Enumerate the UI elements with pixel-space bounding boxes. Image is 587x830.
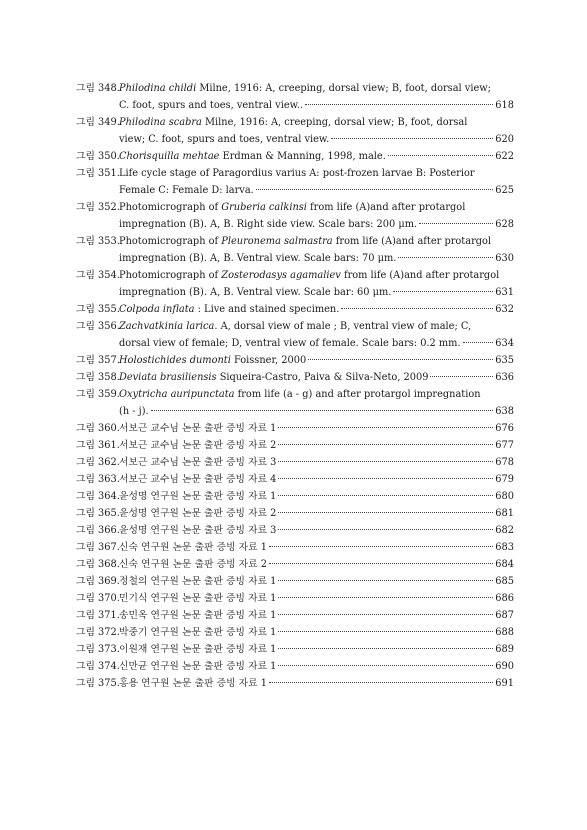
figure-caption bbox=[119, 556, 267, 573]
species-name: Deviata brasiliensis bbox=[119, 372, 217, 383]
entry-continuation-line bbox=[76, 131, 514, 148]
entry-first-line bbox=[76, 386, 514, 403]
page-number: 625 bbox=[495, 185, 514, 196]
figure-number: 그림 367. bbox=[76, 542, 120, 553]
figure-list-entry[interactable] bbox=[76, 114, 514, 148]
figure-caption bbox=[119, 590, 276, 607]
page-number: 681 bbox=[495, 508, 514, 519]
figure-caption bbox=[119, 624, 276, 641]
figure-number: 그림 355. bbox=[76, 304, 120, 315]
figure-number: 그림 364. bbox=[76, 491, 120, 502]
page-number: 687 bbox=[495, 610, 514, 621]
figure-list-entry[interactable] bbox=[76, 488, 514, 505]
caption-text: Siqueira-Castro, Paiva & Silva-Neto, 2009 bbox=[216, 372, 429, 383]
dot-leader bbox=[419, 223, 493, 224]
species-name: Holostichides dumonti bbox=[119, 355, 231, 366]
species-name: Philodina childi bbox=[119, 83, 197, 94]
figure-number: 그림 351. bbox=[76, 168, 120, 179]
entry-first-line bbox=[76, 522, 514, 539]
figure-caption bbox=[119, 148, 386, 165]
figure-number: 그림 374. bbox=[76, 661, 120, 672]
figure-caption bbox=[119, 471, 276, 488]
entry-first-line bbox=[76, 505, 514, 522]
figure-list-entry[interactable] bbox=[76, 369, 514, 386]
figure-caption bbox=[119, 369, 428, 386]
figure-number: 그림 370. bbox=[76, 593, 120, 604]
species-name: Philodina scabra bbox=[119, 117, 202, 128]
caption-text: 윤성명 연구원 논문 출판 증빙 자료 3 bbox=[119, 525, 277, 536]
figure-list-entry[interactable] bbox=[76, 267, 514, 301]
figure-caption bbox=[119, 454, 276, 471]
dot-leader bbox=[341, 308, 493, 309]
page-number: 677 bbox=[495, 440, 514, 451]
caption-text: C. foot, spurs and toes, ventral view.. bbox=[119, 100, 304, 111]
entry-first-line bbox=[76, 454, 514, 471]
caption-text: impregnation (B). A, B. Right side view. Scale bars: 200 μm. bbox=[119, 219, 418, 230]
caption-text: Erdman & Manning, 1998, male. bbox=[219, 151, 386, 162]
figure-caption bbox=[119, 97, 303, 114]
entry-continuation-line bbox=[76, 284, 514, 301]
page-number: 678 bbox=[495, 457, 514, 468]
entry-continuation-line bbox=[76, 182, 514, 199]
figure-caption bbox=[119, 114, 467, 131]
figure-caption bbox=[119, 301, 339, 318]
figure-number: 그림 363. bbox=[76, 474, 120, 485]
species-name: Oxytricha auripunctata bbox=[119, 389, 235, 400]
figure-caption bbox=[119, 182, 254, 199]
figure-caption bbox=[119, 675, 267, 692]
caption-text: 신만균 연구원 논문 출판 증빙 자료 1 bbox=[119, 661, 277, 672]
species-name: Gruberia calkinsi bbox=[221, 202, 307, 213]
figure-caption bbox=[119, 658, 276, 675]
figure-caption bbox=[119, 284, 391, 301]
caption-text: Photomicrograph of bbox=[119, 270, 222, 281]
dot-leader bbox=[278, 495, 493, 496]
figure-list-entry[interactable] bbox=[76, 573, 514, 590]
entry-first-line bbox=[76, 369, 514, 386]
dot-leader bbox=[269, 546, 493, 547]
figure-number: 그림 365. bbox=[76, 508, 120, 519]
page-number: 683 bbox=[495, 542, 514, 553]
page-number: 620 bbox=[495, 134, 514, 145]
figure-number: 그림 361. bbox=[76, 440, 120, 451]
dot-leader bbox=[278, 444, 493, 445]
figure-list-entry[interactable] bbox=[76, 675, 514, 692]
figure-list bbox=[76, 80, 514, 692]
caption-text: from life (A)and after protargol bbox=[340, 270, 500, 281]
caption-text: impregnation (B). A, B. Ventral view. Scale bars: 70 μm. bbox=[119, 253, 397, 264]
page-number: 632 bbox=[495, 304, 514, 315]
caption-text: 윤성명 연구원 논문 출판 증빙 자료 1 bbox=[119, 491, 277, 502]
figure-list-entry[interactable] bbox=[76, 522, 514, 539]
dot-leader bbox=[278, 478, 493, 479]
species-name: Zachvatkinia larica bbox=[119, 321, 215, 332]
figure-list-entry[interactable] bbox=[76, 539, 514, 556]
figure-caption bbox=[119, 131, 329, 148]
entry-continuation-line bbox=[76, 403, 514, 420]
caption-text: 송민옥 연구원 논문 출판 증빙 자료 1 bbox=[119, 610, 277, 621]
dot-leader bbox=[278, 665, 493, 666]
entry-continuation-line bbox=[76, 335, 514, 352]
dot-leader bbox=[278, 580, 493, 581]
dot-leader bbox=[278, 461, 493, 462]
figure-caption bbox=[119, 233, 491, 250]
page-number: 690 bbox=[495, 661, 514, 672]
entry-first-line bbox=[76, 420, 514, 437]
page-number: 635 bbox=[495, 355, 514, 366]
figure-caption bbox=[119, 539, 267, 556]
species-name: Chorisquilla mehtae bbox=[119, 151, 220, 162]
caption-text: Female C: Female D: larva. bbox=[119, 185, 254, 196]
dot-leader bbox=[278, 427, 493, 428]
figure-number: 그림 371. bbox=[76, 610, 120, 621]
dot-leader bbox=[256, 189, 493, 190]
caption-text: Milne, 1916: A, creeping, dorsal view; B, foot, dorsal view; bbox=[196, 83, 491, 94]
entry-continuation-line bbox=[76, 97, 514, 114]
entry-first-line bbox=[76, 80, 514, 97]
figure-list-entry[interactable] bbox=[76, 641, 514, 658]
caption-text: 서보근 교수님 논문 출판 증빙 자료 1 bbox=[119, 423, 277, 434]
entry-first-line bbox=[76, 675, 514, 692]
caption-text: 윤성명 연구원 논문 출판 증빙 자료 2 bbox=[119, 508, 277, 519]
entry-first-line bbox=[76, 301, 514, 318]
figure-list-entry[interactable] bbox=[76, 505, 514, 522]
figure-list-entry[interactable] bbox=[76, 556, 514, 573]
figure-number: 그림 359. bbox=[76, 389, 120, 400]
dot-leader bbox=[269, 563, 493, 564]
entry-first-line bbox=[76, 488, 514, 505]
figure-caption bbox=[119, 335, 461, 352]
caption-text: Photomicrograph of bbox=[119, 236, 222, 247]
figure-caption bbox=[119, 80, 491, 97]
caption-text: : Live and stained specimen. bbox=[194, 304, 340, 315]
figure-number: 그림 357. bbox=[76, 355, 120, 366]
entry-first-line bbox=[76, 624, 514, 641]
page-number: 636 bbox=[495, 372, 514, 383]
page-number: 634 bbox=[495, 338, 514, 349]
figure-number: 그림 350. bbox=[76, 151, 120, 162]
figure-list-entry[interactable] bbox=[76, 420, 514, 437]
page-number: 638 bbox=[495, 406, 514, 417]
entry-first-line bbox=[76, 233, 514, 250]
figure-list-entry[interactable] bbox=[76, 454, 514, 471]
caption-text: 정철의 연구원 논문 출판 증빙 자료 1 bbox=[119, 576, 277, 587]
page-number: 688 bbox=[495, 627, 514, 638]
figure-caption bbox=[119, 267, 499, 284]
species-name: Colpoda inflata bbox=[119, 304, 195, 315]
page-number: 618 bbox=[495, 100, 514, 111]
dot-leader bbox=[463, 342, 494, 343]
caption-text: impregnation (B). A, B. Ventral view. Scale bar: 60 μm. bbox=[119, 287, 392, 298]
page-number: 628 bbox=[495, 219, 514, 230]
figure-number: 그림 356. bbox=[76, 321, 120, 332]
figure-number: 그림 366. bbox=[76, 525, 120, 536]
entry-first-line bbox=[76, 658, 514, 675]
caption-text: from life (a - g) and after protargol impregnation bbox=[234, 389, 481, 400]
figure-caption bbox=[119, 607, 276, 624]
entry-first-line bbox=[76, 556, 514, 573]
caption-text: Milne, 1916: A, creeping, dorsal view; B, foot, dorsal bbox=[201, 117, 468, 128]
entry-continuation-line bbox=[76, 250, 514, 267]
species-name: Zosterodasys agamaliev bbox=[221, 270, 341, 281]
caption-text: Life cycle stage of Paragordius varius A: post-frozen larvae B: Posterior bbox=[119, 168, 475, 179]
figure-caption bbox=[119, 437, 276, 454]
page-number: 689 bbox=[495, 644, 514, 655]
figure-number: 그림 353. bbox=[76, 236, 120, 247]
figure-number: 그림 368. bbox=[76, 559, 120, 570]
figure-caption bbox=[119, 165, 475, 182]
figure-list-entry[interactable] bbox=[76, 301, 514, 318]
figure-caption bbox=[119, 641, 276, 658]
page-number: 691 bbox=[495, 678, 514, 689]
entry-first-line bbox=[76, 352, 514, 369]
entry-first-line bbox=[76, 641, 514, 658]
figure-caption bbox=[119, 318, 471, 335]
entry-first-line bbox=[76, 318, 514, 335]
caption-text: 서보근 교수님 논문 출판 증빙 자료 4 bbox=[119, 474, 277, 485]
entry-first-line bbox=[76, 199, 514, 216]
caption-text: from life (A)and after protargol bbox=[332, 236, 492, 247]
caption-text: 신숙 연구원 논문 출판 증빙 자료 2 bbox=[119, 559, 267, 570]
figure-list-entry[interactable] bbox=[76, 352, 514, 369]
figure-caption bbox=[119, 250, 396, 267]
caption-text: 신숙 연구원 논문 출판 증빙 자료 1 bbox=[119, 542, 267, 553]
species-name: Pleuronema salmastra bbox=[221, 236, 333, 247]
figure-number: 그림 354. bbox=[76, 270, 120, 281]
dot-leader bbox=[151, 410, 494, 411]
figure-caption bbox=[119, 216, 417, 233]
page-number: 684 bbox=[495, 559, 514, 570]
figure-list-entry[interactable] bbox=[76, 165, 514, 199]
figure-caption bbox=[119, 420, 276, 437]
figure-number: 그림 362. bbox=[76, 457, 120, 468]
dot-leader bbox=[393, 291, 493, 292]
dot-leader bbox=[308, 359, 493, 360]
caption-text: . A, dorsal view of male ; B, ventral view of male; C, bbox=[214, 321, 472, 332]
dot-leader bbox=[331, 138, 493, 139]
dot-leader bbox=[430, 376, 493, 377]
figure-list-entry[interactable] bbox=[76, 386, 514, 420]
page-number: 679 bbox=[495, 474, 514, 485]
figure-caption bbox=[119, 505, 276, 522]
figure-list-entry[interactable] bbox=[76, 471, 514, 488]
dot-leader bbox=[388, 155, 493, 156]
entry-first-line bbox=[76, 267, 514, 284]
dot-leader bbox=[278, 512, 493, 513]
caption-text: 이원재 연구원 논문 출판 증빙 자료 1 bbox=[119, 644, 277, 655]
caption-text: from life (A)and after protargol bbox=[306, 202, 466, 213]
figure-list-entry[interactable] bbox=[76, 437, 514, 454]
dot-leader bbox=[305, 104, 493, 105]
figure-list-entry[interactable] bbox=[76, 233, 514, 267]
figure-list-entry[interactable] bbox=[76, 658, 514, 675]
dot-leader bbox=[278, 597, 493, 598]
caption-text: Photomicrograph of bbox=[119, 202, 222, 213]
figure-list-entry[interactable] bbox=[76, 590, 514, 607]
page-number: 682 bbox=[495, 525, 514, 536]
figure-caption bbox=[119, 522, 276, 539]
dot-leader bbox=[269, 682, 493, 683]
page-number: 676 bbox=[495, 423, 514, 434]
figure-caption bbox=[119, 199, 465, 216]
dot-leader bbox=[278, 614, 493, 615]
figure-number: 그림 369. bbox=[76, 576, 120, 587]
entry-first-line bbox=[76, 607, 514, 624]
caption-text: 서보근 교수님 논문 출판 증빙 자료 2 bbox=[119, 440, 277, 451]
entry-first-line bbox=[76, 590, 514, 607]
figure-number: 그림 349. bbox=[76, 117, 120, 128]
page-number: 622 bbox=[495, 151, 514, 162]
figure-caption bbox=[119, 386, 481, 403]
entry-first-line bbox=[76, 539, 514, 556]
figure-number: 그림 348. bbox=[76, 83, 120, 94]
page-number: 686 bbox=[495, 593, 514, 604]
figure-number: 그림 372. bbox=[76, 627, 120, 638]
dot-leader bbox=[278, 648, 493, 649]
figure-list-entry[interactable] bbox=[76, 199, 514, 233]
entry-first-line bbox=[76, 573, 514, 590]
caption-text: dorsal view of female; D, ventral view of female. Scale bars: 0.2 mm. bbox=[119, 338, 461, 349]
figure-list-entry[interactable] bbox=[76, 80, 514, 114]
caption-text: (h - j). bbox=[119, 406, 149, 417]
entry-continuation-line bbox=[76, 216, 514, 233]
caption-text: 서보근 교수님 논문 출판 증빙 자료 3 bbox=[119, 457, 277, 468]
figure-caption bbox=[119, 573, 276, 590]
entry-first-line bbox=[76, 148, 514, 165]
entry-first-line bbox=[76, 471, 514, 488]
caption-text: 박중기 연구원 논문 출판 증빙 자료 1 bbox=[119, 627, 277, 638]
figure-number: 그림 373. bbox=[76, 644, 120, 655]
figure-caption bbox=[119, 352, 306, 369]
page-number: 680 bbox=[495, 491, 514, 502]
entry-first-line bbox=[76, 165, 514, 182]
figure-number: 그림 360. bbox=[76, 423, 120, 434]
figure-list-entry[interactable] bbox=[76, 624, 514, 641]
figure-caption bbox=[119, 488, 276, 505]
figure-list-entry[interactable] bbox=[76, 148, 514, 165]
caption-text: 민기식 연구원 논문 출판 증빙 자료 1 bbox=[119, 593, 277, 604]
figure-list-entry[interactable] bbox=[76, 318, 514, 352]
dot-leader bbox=[278, 529, 493, 530]
caption-text: 홍용 연구원 논문 출판 증빙 자료 1 bbox=[119, 678, 267, 689]
page-number: 631 bbox=[495, 287, 514, 298]
entry-first-line bbox=[76, 114, 514, 131]
figure-list-entry[interactable] bbox=[76, 607, 514, 624]
dot-leader bbox=[398, 257, 493, 258]
page-number: 630 bbox=[495, 253, 514, 264]
caption-text: view; C. foot, spurs and toes, ventral view. bbox=[119, 134, 330, 145]
caption-text: Foissner, 2000 bbox=[230, 355, 307, 366]
figure-caption bbox=[119, 403, 149, 420]
figure-number: 그림 352. bbox=[76, 202, 120, 213]
figure-number: 그림 358. bbox=[76, 372, 120, 383]
page-number: 685 bbox=[495, 576, 514, 587]
dot-leader bbox=[278, 631, 493, 632]
figure-number: 그림 375. bbox=[76, 678, 120, 689]
entry-first-line bbox=[76, 437, 514, 454]
